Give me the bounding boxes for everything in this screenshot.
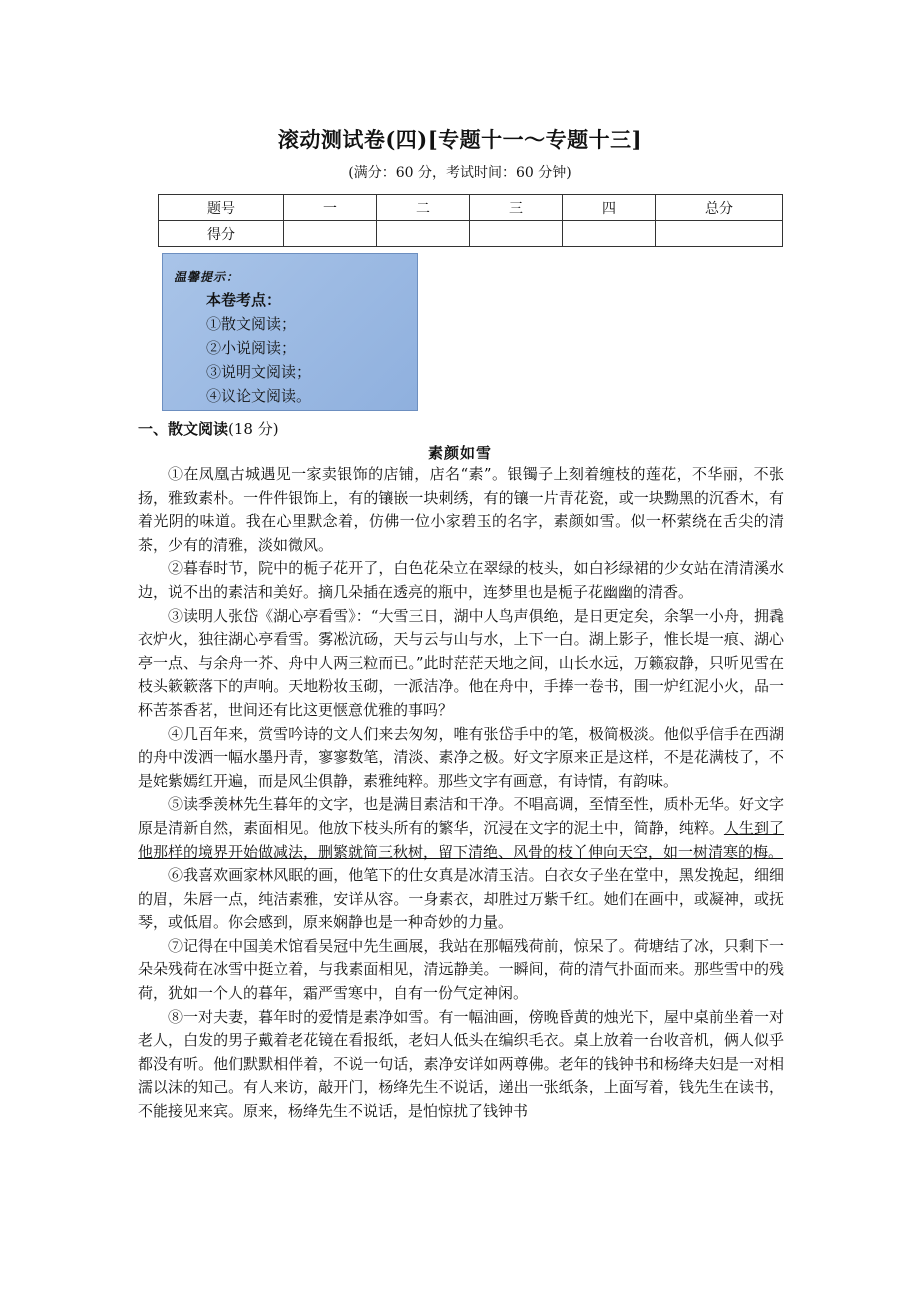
section-heading (138, 418, 279, 439)
score-cell (470, 221, 563, 247)
article-title: 素颜如雪 (427, 444, 492, 462)
paragraph-5 (138, 793, 784, 864)
score-table-score-row (159, 221, 783, 247)
paragraph-7: ⑦记得在中国美术馆看吴冠中先生画展，我站在那幅残荷前，惊呆了。荷塘结了冰，只剩下一朵朵残荷在冰雪中挺立着，与我素面相见，清远静美。一瞬间，荷的清气扑面而来。那些雪中的残荷，犹如一个人的暮年，霜严雪寒中，自有一份气定神闲。 (138, 936, 784, 1003)
header-cell: 二 (377, 195, 470, 221)
tip-item: ③说明文阅读； (206, 363, 312, 381)
paragraph-6: ⑥我喜欢画家林风眠的画，他笔下的仕女真是冰清玉洁。白衣女子坐在堂中，黑发挽起，细细的眉，朱唇一点，纯洁素雅，安详从容。一身素衣，却胜过万紫千红。她们在画中，或凝神，或抚琴，或低眉。你会感到，原来娴静也是一种奇妙的力量。 (138, 866, 784, 932)
tip-box (162, 253, 418, 411)
paragraph-3: ③读明人张岱《湖心亭看雪》：“大雪三日，湖中人鸟声俱绝，是日更定矣，余挐一小舟，拥毳衣炉火，独往湖心亭看雪。雾凇沆砀，天与云与山与水，上下一白。湖上影子，惟长堤一痕、湖心亭一点、与余舟一芥、舟中人两三粒而已。”此时茫茫天地之间，山长水远，万籁寂静，只听见雪在枝头簌簌落下的声响。天地粉妆玉砌，一派洁净。他在舟中，手捧一卷书，围一炉红泥小火，品一杯苦茶香茗，世间还有比这更惬意优雅的事吗？ (138, 606, 784, 719)
section-score: (18 分) (228, 420, 279, 438)
page-title: 滚动测试卷(四)[专题十一～专题十三] (277, 127, 643, 152)
score-cell (656, 221, 783, 247)
header-cell: 三 (470, 195, 563, 221)
tip-item: ①散文阅读； (206, 315, 297, 333)
exam-info: (满分：60 分，考试时间：60 分钟) (348, 165, 572, 181)
header-cell: 四 (563, 195, 656, 221)
score-table (158, 194, 783, 247)
header-cell: 一 (284, 195, 377, 221)
score-cell (563, 221, 656, 247)
paragraph-5-text: ⑤读季羡林先生暮年的文字，也是满目素洁和干净。不唱高调，至情至性，质朴无华。好文字原是清新自然，素面相见。他放下枝头所有的繁华，沉浸在文字的泥土中，简静，纯粹。 (138, 795, 784, 837)
article-body (138, 463, 784, 1124)
tip-item: ②小说阅读； (206, 339, 297, 357)
section-label: 一、散文阅读 (138, 420, 229, 438)
paragraph-4: ④几百年来，赏雪吟诗的文人们来去匆匆，唯有张岱手中的笔，极简极淡。他似乎信手在西湖的舟中泼洒一幅水墨丹青，寥寥数笔，清淡、素净之极。好文字原来正是这样，不是花满枝了，不是姹紫嫣红开遍，而是风尘俱静，素雅纯粹。那些文字有画意，有诗情，有韵味。 (138, 724, 784, 790)
score-cell (377, 221, 470, 247)
underlined-sentence: 人生到了他那样的境界开始做减法，删繁就简三秋树，留下清绝、风骨的枝丫伸向天空，如一树清寒的梅。 (138, 818, 784, 861)
paragraph-1: ①在凤凰古城遇见一家卖银饰的店铺，店名“素”。银镯子上刻着缠枝的莲花，不华丽，不张扬，雅致素朴。一件件银饰上，有的镶嵌一块刺绣，有的镶一片青花瓷，或一块黝黑的沉香木，有着光阴的味道。我在心里默念着，仿佛一位小家碧玉的名字，素颜如雪。似一杯萦绕在舌尖的清茶，少有的清雅，淡如微风。 (138, 465, 784, 554)
header-cell: 题号 (159, 195, 284, 221)
tip-item: ④议论文阅读。 (206, 387, 312, 405)
header-cell: 总分 (656, 195, 783, 221)
tip-heading: 温馨提示： (174, 270, 240, 284)
score-cell (284, 221, 377, 247)
row-label-cell: 得分 (159, 221, 284, 247)
tip-intro: 本卷考点： (206, 291, 282, 309)
paragraph-2: ②暮春时节，院中的栀子花开了，白色花朵立在翠绿的枝头，如白衫绿裙的少女站在清清溪水边，说不出的素洁和美好。摘几朵插在透亮的瓶中，连梦里也是栀子花幽幽的清香。 (138, 559, 784, 601)
paragraph-8: ⑧一对夫妻，暮年时的爱情是素净如雪。有一幅油画，傍晚昏黄的烛光下，屋中桌前坐着一对老人，白发的男子戴着老花镜在看报纸，老妇人低头在编织毛衣。桌上放着一台收音机，俩人似乎都没有听。他们默默相伴着，不说一句话，素净安详如两尊佛。老年的钱钟书和杨绛夫妇是一对相濡以沫的知己。有人来访，敲开门，杨绛先生不说话，递出一张纸条，上面写着，钱先生在读书，不能接见来宾。原来，杨绛先生不说话，是怕惊扰了钱钟书 (138, 1007, 784, 1121)
score-table-header-row (159, 195, 783, 221)
